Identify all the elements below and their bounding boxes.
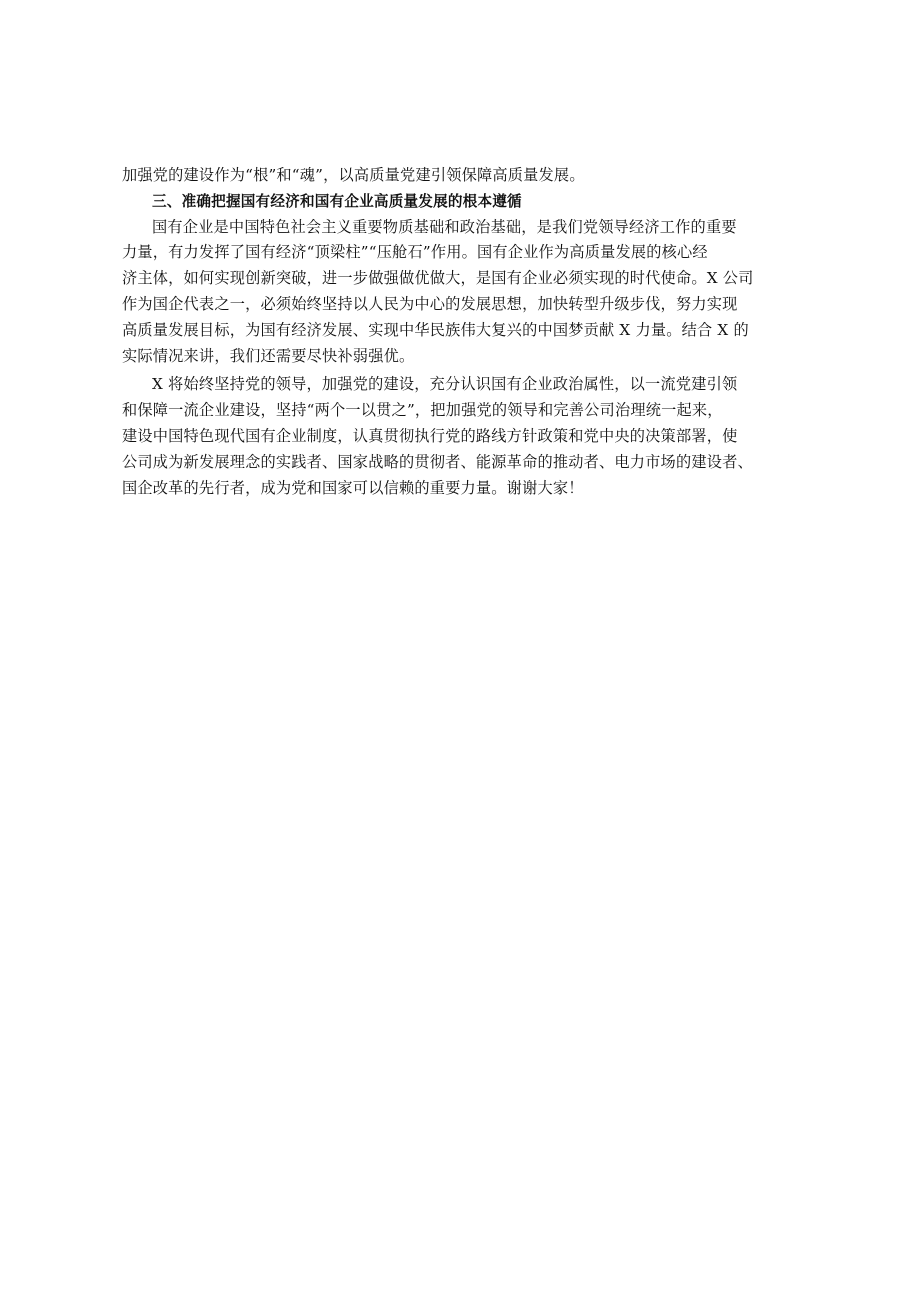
paragraph-line: 建设中国特色现代国有企业制度，认真贯彻执行党的路线方针政策和党中央的决策部署，使	[122, 426, 738, 445]
paragraph-line: 国有企业是中国特色社会主义重要物质基础和政治基础，是我们党领导经济工作的重要	[152, 217, 737, 236]
paragraph-soe-foundation	[122, 215, 822, 370]
paragraph-line: 济主体，如何实现创新突破，进一步做强做优做大，是国有企业必须实现的时代使命。X 公司	[122, 269, 754, 288]
paragraph-line: 高质量发展目标，为国有经济发展、实现中华民族伟大复兴的中国梦贡献 X 力量。结合 X 的	[122, 320, 749, 339]
paragraph-line: 作为国企代表之一，必须始终坚持以人民为中心的发展思想，加快转型升级步伐，努力实现	[122, 294, 738, 313]
paragraph-line: 和保障一流企业建设，坚持“两个一以贯之”，把加强党的领导和完善公司治理统一起来，	[122, 401, 723, 420]
paragraph-party-leadership	[122, 372, 822, 501]
paragraph-line: 实际情况来讲，我们还需要尽快补弱强优。	[122, 346, 415, 365]
paragraph-line: 加强党的建设作为“根”和“魂”，以高质量党建引领保障高质量发展。	[122, 166, 585, 184]
paragraph-line: 国企改革的先行者，成为党和国家可以信赖的重要力量。谢谢大家！	[122, 478, 584, 497]
paragraph-line: X 将始终坚持党的领导，加强党的建设，充分认识国有企业政治属性，以一流党建引领	[152, 375, 738, 394]
paragraph-line: 力量，有力发挥了国有经济“顶梁柱”“压舱石”作用。国有企业作为高质量发展的核心经	[122, 243, 708, 262]
paragraph-line: 公司成为新发展理念的实践者、国家战略的贯彻者、能源革命的推动者、电力市场的建设者、	[122, 452, 753, 471]
document-body	[122, 163, 822, 501]
section-heading: 三、准确把握国有经济和国有企业高质量发展的根本遵循	[152, 192, 522, 210]
paragraph-continuation	[122, 163, 822, 189]
